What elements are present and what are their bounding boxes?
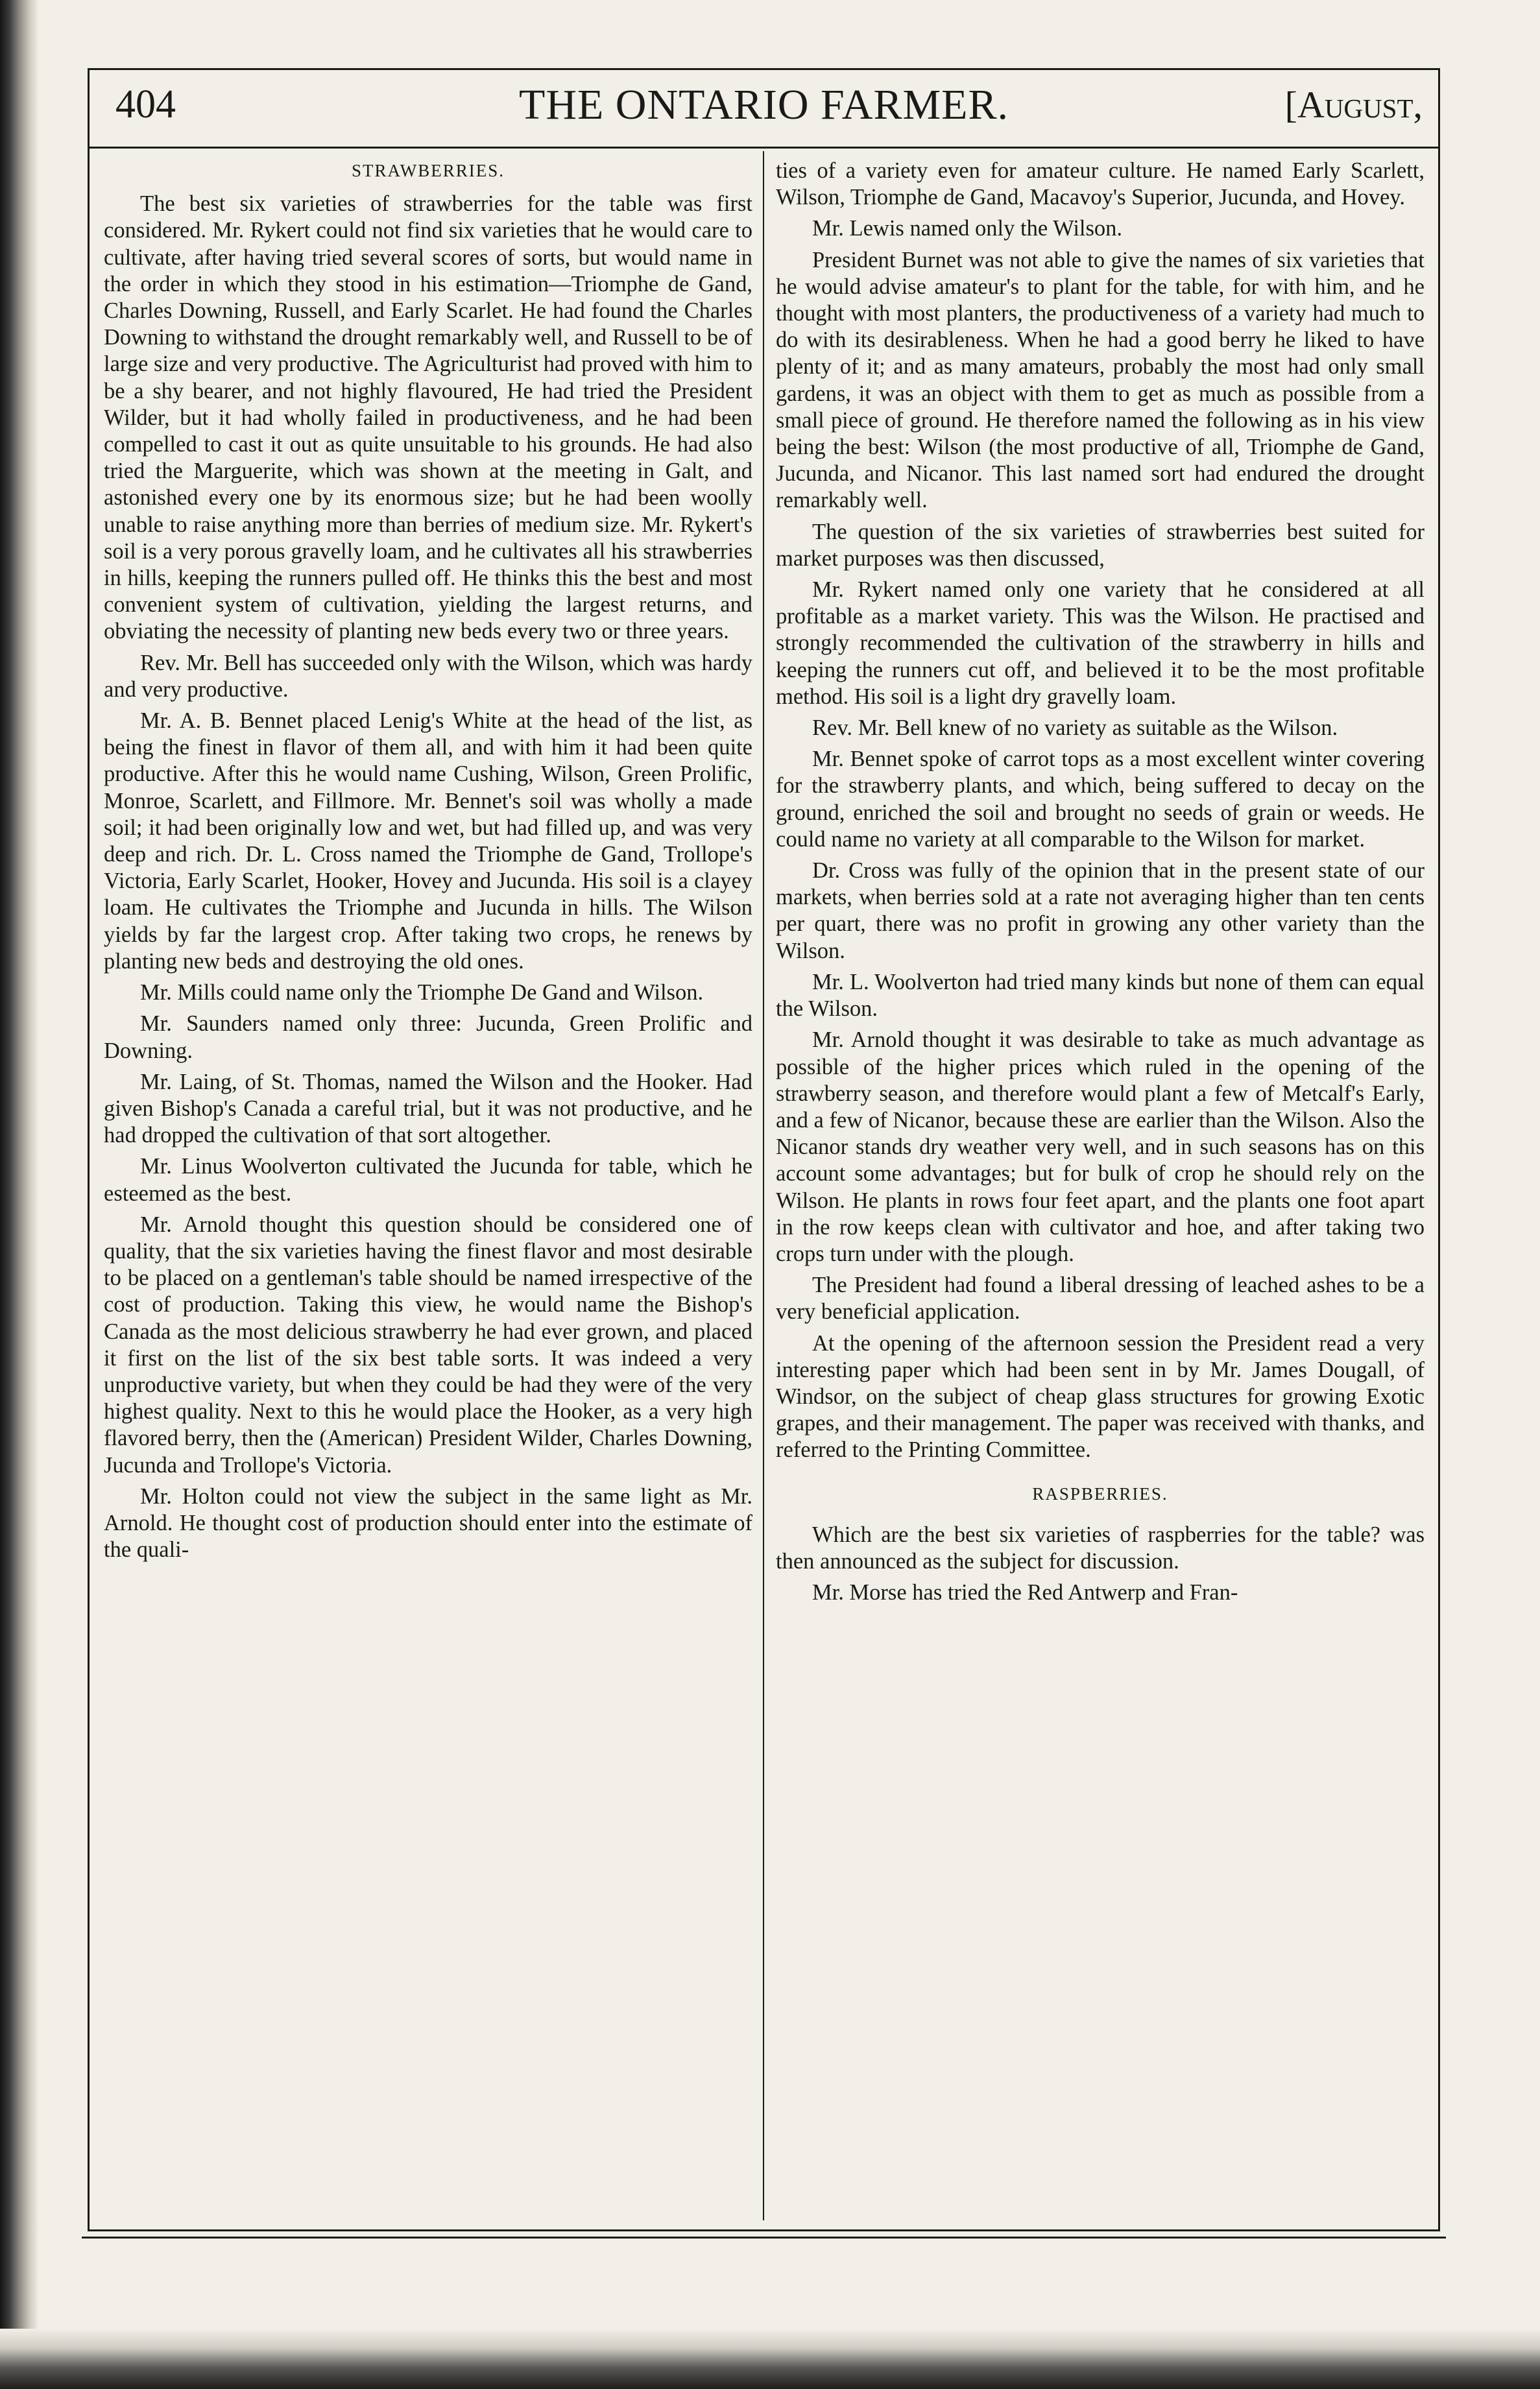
paragraph: The President had found a liberal dressing of leached ashes to be a very beneficial application. [776, 1273, 1425, 1325]
paragraph: Mr. Arnold thought it was desirable to take as much advantage as possible of the higher prices which ruled in the opening of the strawberry season, and therefore would plant a few of Metcalf's Early, and a few of Nicanor, because these are earlier than the Wilson. Also the Nicanor stands dry weather very well, and in such seasons has on this account some advantages; but for bulk of crop he should rely on the Wilson. He plants in rows four feet apart, and the plants one foot apart in the row keeps clean with cultivator and hoe, and after taking two crops turn under with the plough. [776, 1027, 1425, 1266]
paragraph: Mr. Morse has tried the Red Antwerp and Fran- [812, 1580, 1238, 1605]
paragraph: Mr. A. B. Bennet placed Lenig's White at the head of the list, as being the finest in flavor of them all, and with him it had been quite productive. After this he would name Cushing, Wilson, Green Prolific, Monroe, Scarlett, and Fillmore. Mr. Bennet's soil was wholly a made soil; it had been originally low and wet, but had filled up, and was very deep and rich. Dr. L. Cross named the Triomphe de Gand, Trollope's Victoria, Early Scarlet, Hooker, Hovey and Jucunda. His soil is a clayey loam. He cultivates the Triomphe and Jucunda in hills. The Wilson yields by far the largest crop. After taking two crops, he renews by planting new beds and destroying the old ones. [104, 708, 752, 974]
paragraph: The best six varieties of strawberries for the table was first considered. Mr. Rykert could not find six varieties that he would care to cultivate, after having tried several scores of sorts, but would name in the order in which they stood in his estimation—Triomphe de Gand, Charles Downing, Russell, and Early Scarlet. He had found the Charles Downing to withstand the drought remarkably well, and Russell to be of large size and very productive. The Agriculturist had proved with him to be a shy bearer, and not highly flavoured, He had tried the President Wilder, but it had wholly failed in productiveness, and he had been compelled to cast it out as quite unsuitable to his grounds. He had also tried the Marguerite, which was shown at the meeting in Galt, and astonished every one by its enormous size; but he had been woolly unable to raise anything more than berries of medium size. Mr. Rykert's soil is a very porous gravelly loam, and he cultivates all his strawberries in hills, keeping the runners pulled off. He thinks this the best and most convenient system of cultivation, yielding the largest returns, and obviating the necessity of planting new beds every two or three years. [104, 191, 752, 644]
paragraph: Which are the best six varieties of raspberries for the table? was then announced as the subject for discussion. [776, 1522, 1425, 1574]
scan-edge-shadow [0, 2329, 1540, 2389]
right-column [776, 158, 1425, 2214]
page-number: 404 [115, 82, 176, 126]
paragraph: Dr. Cross was fully of the opinion that in the present state of our markets, when berries sold at a rate not averaging higher than ten cents per quart, there was no profit in growing any other variety than the Wilson. [776, 858, 1425, 963]
paragraph: Mr. Mills could name only the Triomphe De Gand and Wilson. [140, 980, 704, 1005]
paragraph: The question of the six varieties of strawberries best suited for market purposes was then discussed, [776, 519, 1425, 571]
paragraph: Mr. Linus Woolverton cultivated the Jucunda for table, which he esteemed as the best. [104, 1154, 752, 1206]
newspaper-page [88, 68, 1440, 2231]
paragraph: Mr. Laing, of St. Thomas, named the Wilson and the Hooker. Had given Bishop's Canada a careful trial, but it was not productive, and he had dropped the cultivation of that sort altogether. [104, 1069, 752, 1148]
paragraph: Mr. Lewis named only the Wilson. [812, 216, 1123, 241]
paragraph: Mr. Arnold thought this question should be considered one of quality, that the six varieties having the finest flavor and most desirable to be placed on a gentleman's table should be named irrespective of the cost of production. Taking this view, he would name the Bishop's Canada as the most delicious strawberry he had ever grown, and placed it first on the list of the six best table sorts. It was indeed a very unproductive variety, but when they could be had they were of the very highest quality. Next to this he would place the Hooker, as a very high flavored berry, then the (American) President Wilder, Charles Downing, Jucunda and Trollope's Victoria. [104, 1212, 752, 1478]
paragraph: Rev. Mr. Bell has succeeded only with the Wilson, which was hardy and very productive. [104, 650, 752, 702]
paragraph: Mr. Holton could not view the subject in the same light as Mr. Arnold. He thought cost of production should enter into the estimate of the quali- [104, 1483, 752, 1563]
raspberries-heading: RASPBERRIES. [1032, 1483, 1168, 1504]
paragraph: President Burnet was not able to give the names of six varieties that he would advise amateur's to plant for the table, for with him, and he thought with most planters, the productiveness of a variety had much to do with its desirableness. When he had a good berry he liked to have plenty of it; and as many amateurs, probably the most had only small gardens, it was an object with them to get as much as possible from a small piece of ground. He therefore named the following as in his view being the best: Wilson (the most productive of all, Triomphe de Gand, Jucunda, and Nicanor. This last named sort had endured the drought remarkably well. [776, 247, 1425, 513]
left-column [104, 158, 752, 2214]
binding-shadow [0, 0, 39, 2389]
journal-title: THE ONTARIO FARMER. [519, 81, 1009, 128]
strawberries-heading: STRAWBERRIES. [351, 161, 505, 180]
paragraph: ties of a variety even for amateur culture. He named Early Scarlett, Wilson, Triomphe de Gand, Macavoy's Superior, Jucunda, and Hovey. [776, 158, 1425, 210]
paragraph: Rev. Mr. Bell knew of no variety as suitable as the Wilson. [812, 715, 1338, 741]
issue-month: [August, [1284, 84, 1423, 126]
paragraph: At the opening of the afternoon session the President read a very interesting paper which had been sent in by Mr. James Dougall, of Windsor, on the subject of cheap glass structures for growing Exotic grapes, and their management. The paper was received with thanks, and referred to the Printing Committee. [776, 1330, 1425, 1463]
column-divider [763, 151, 764, 2220]
paragraph: Mr. Rykert named only one variety that he considered at all profitable as a market variety. This was the Wilson. He practised and strongly recommended the cultivation of the strawberry in hills and keeping the runners cut off, and believed it to be the most profitable method. His soil is a light dry gravelly loam. [776, 577, 1425, 709]
paragraph: Mr. Saunders named only three: Jucunda, Green Prolific and Downing. [104, 1011, 752, 1063]
paragraph: Mr. L. Woolverton had tried many kinds but none of them can equal the Wilson. [776, 969, 1425, 1022]
page-header [90, 70, 1438, 149]
paragraph: Mr. Bennet spoke of carrot tops as a most excellent winter covering for the strawberry plants, and which, being suffered to decay on the ground, enriched the soil and brought no seeds of grain or weeds. He could name no variety at all comparable to the Wilson for market. [776, 747, 1425, 852]
